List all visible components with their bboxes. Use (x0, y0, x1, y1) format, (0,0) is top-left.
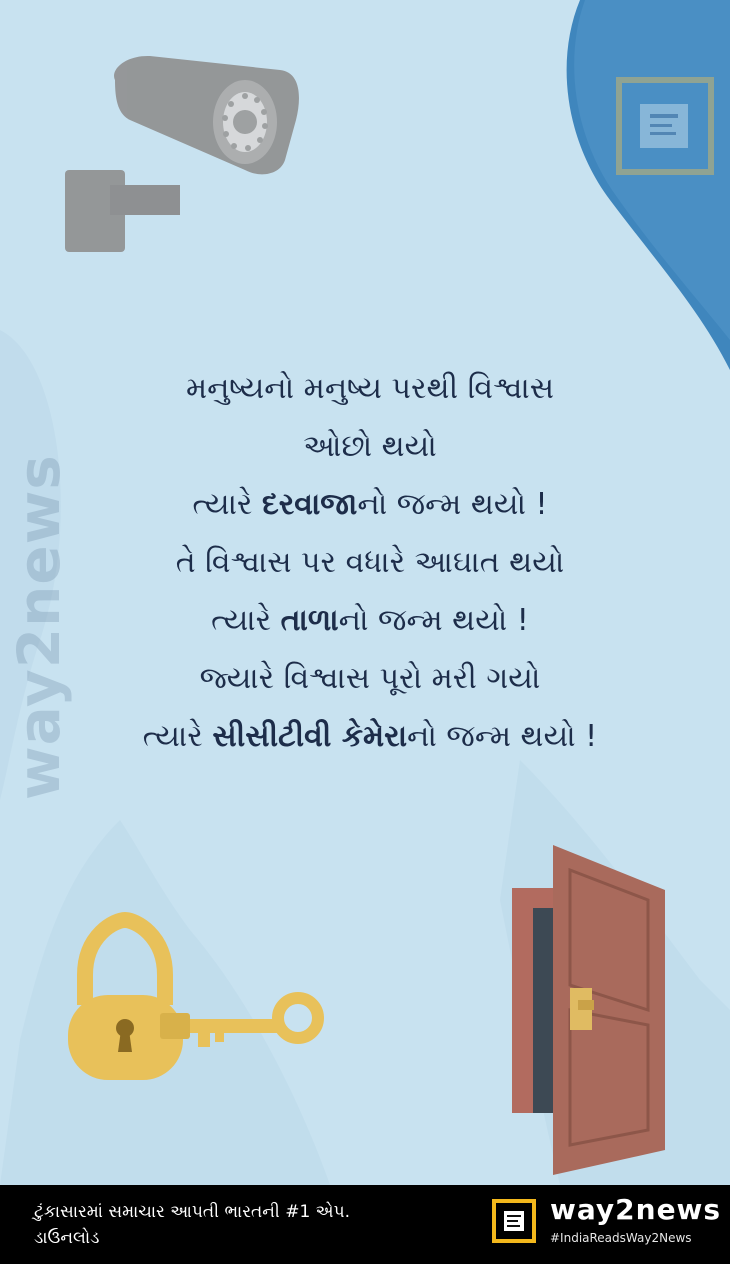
quote-line-5 (60, 592, 680, 650)
open-door-icon (512, 845, 665, 1175)
way2news-logo-icon[interactable] (492, 1199, 536, 1243)
logo-page-icon (504, 1211, 524, 1231)
quote-line-7-pre: ત્યારે (142, 719, 213, 754)
quote-line-6: જ્યારે વિશ્વાસ પૂરો મરી ગયો (199, 661, 541, 696)
quote-line-7-post: નો જન્મ થયો ! (407, 719, 598, 754)
footer-hashtag: #IndiaReadsWay2News (550, 1231, 692, 1245)
quote-line-3-bold: દરવાજા (261, 487, 358, 522)
footer-line-1: ટુંકાસારમાં સમાચાર આપતી ભારતની #1 એપ. (34, 1202, 351, 1222)
cctv-camera-icon (65, 56, 299, 252)
logo-line-2 (507, 1220, 518, 1222)
quote-line-2: ઓછો થયો (303, 429, 437, 464)
quote-line-7 (60, 708, 680, 766)
logo-line-3 (507, 1225, 520, 1227)
quote-line-5-pre: ત્યારે (211, 603, 281, 638)
quote-line-3-post: નો જન્મ થયો ! (357, 487, 548, 522)
quote-line-5-bold: તાળા (280, 603, 339, 638)
footer-line-2[interactable]: ડાઉનલોડ (34, 1228, 100, 1248)
quote-line-7-bold: સીસીટીવી કેમેરા (212, 719, 408, 754)
footer-banner[interactable] (0, 1185, 730, 1264)
brand-watermark-vertical: way2news (5, 454, 73, 800)
logo-line-1 (507, 1215, 521, 1217)
quote-line-3 (60, 476, 680, 534)
quote-line-3-pre: ત્યારે (192, 487, 262, 522)
footer-promo-text[interactable] (34, 1199, 474, 1251)
quote-line-1: મનુષ્યનો મનુષ્ય પરથી વિશ્વાસ (186, 371, 554, 406)
footer-brand-name[interactable]: way2news (550, 1193, 722, 1226)
quote-block (60, 360, 680, 766)
quote-line-4: તે વિશ્વાસ પર વધારે આઘાત થયો (175, 545, 565, 580)
quote-line-5-post: નો જન્મ થયો ! (338, 603, 529, 638)
